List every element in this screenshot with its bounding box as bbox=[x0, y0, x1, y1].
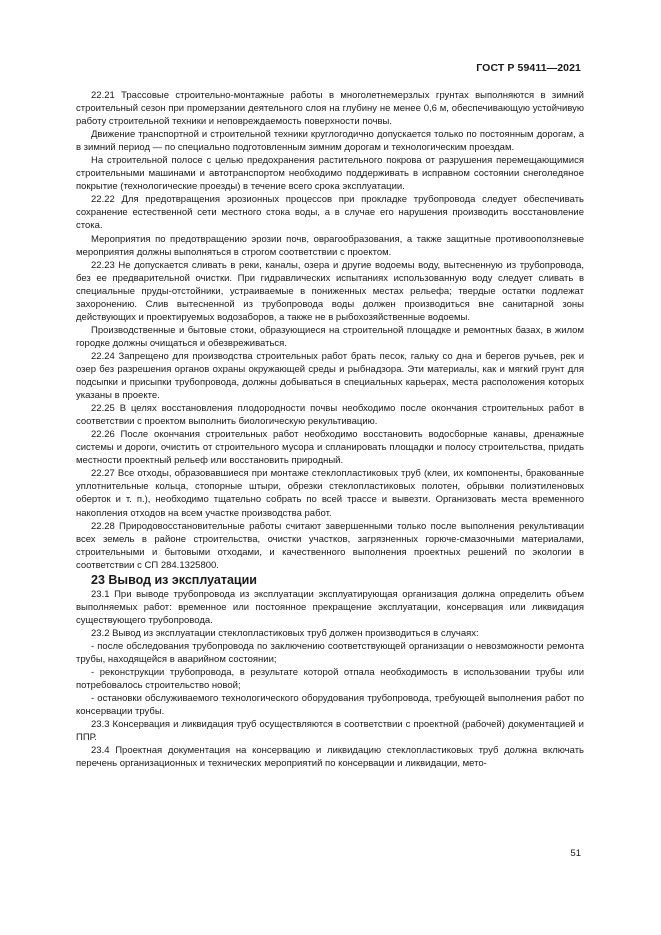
paragraph-23-1: 23.1 При выводе трубопровода из эксплуатации эксплуатирующая организация должна определить объем выполняемых работ: временное или постоянное прекращение эксплуатации, консервация или ликвидация существующего трубопровода. bbox=[76, 588, 584, 626]
paragraph-22-28: 22.28 Природовосстановительные работы считают завершенными только после выполнения рекультивации всех земель в районе строительства, очистки участков, загрязненных горюче-смазочными материалами, строительными и бытовыми отходами, и качественного выполнения проектных решений по экологии в соответствии с СП 284.1325800. bbox=[76, 520, 584, 571]
paragraph-23-4: 23.4 Проектная документация на консервацию и ликвидацию стеклопластиковых труб должна включать перечень организационных и технических мероприятий по консервации и ликвидации, мето- bbox=[76, 745, 584, 770]
document-code-header: ГОСТ Р 59411—2021 bbox=[476, 62, 581, 74]
paragraph-22-22: 22.22 Для предотвращения эрозионных процессов при прокладке трубопровода следует обеспечивать сохранение естественной сети местного стока воды, а в случае его нарушения производить восстановление стока. bbox=[76, 194, 584, 232]
section-23-heading: 23 Вывод из эксплуатации bbox=[91, 572, 257, 587]
paragraph-22-21: 22.21 Трассовые строительно-монтажные работы в многолетнемерзлых грунтах выполняются в зимний строительный сезон при промерзании деятельного слоя на глубину не менее 0,6 м, обеспечивающую устойчивую работу строительной техники и неповреждаемость поверхности почвы. bbox=[76, 90, 584, 128]
paragraph-23-2: 23.2 Вывод из эксплуатации стеклопластиковых труб должен производиться в случаях: bbox=[91, 627, 479, 639]
list-item-shutdown: - остановки обслуживаемого технологического оборудования трубопровода, требующей выполнения работ по консервации трубы. bbox=[76, 693, 584, 718]
paragraph-22-26: 22.26 После окончания строительных работ необходимо восстановить водосборные канавы, дренажные системы и дороги, очистить от строительного мусора и спланировать площадки и полосу строительства, придать местности проектный рельеф или восстановить природный. bbox=[76, 429, 584, 467]
paragraph-22-21-snow-cover: На строительной полосе с целью предохранения растительного покрова от разрушения перемещающимися строительными машинами и автотранспортом необходимо поддерживать в исправном состоянии снеголедяное покрытие (технологические проезды) в течение всего срока эксплуатации. bbox=[76, 155, 584, 193]
paragraph-22-22-erosion: Мероприятия по предотвращению эрозии почв, оврагообразования, а также защитные противооползневые мероприятия должны выполняться в строгом соответствии с проектом. bbox=[76, 233, 584, 258]
paragraph-22-21-traffic: Движение транспортной и строительной техники круглогодично допускается только по постоянным дорогам, а в зимний период — по специально подготовленным зимним дорогам и технологическим проездам. bbox=[76, 129, 584, 154]
paragraph-22-24: 22.24 Запрещено для производства строительных работ брать песок, гальку со дна и берегов ручьев, рек и озер без разрешения органов охраны окружающей среды и рыбнадзора. Эти материалы, как и мягкий грунт для подсыпки и присыпки трубопровода, должны добываться в специальных карьерах, места расположения которых указаны в проекте. bbox=[76, 350, 584, 402]
page-number: 51 bbox=[570, 848, 581, 859]
paragraph-22-25: 22.25 В целях восстановления плодородности почвы необходимо после окончания строительных работ в соответствии с проектом выполнить биологическую рекультивацию. bbox=[76, 403, 584, 428]
list-item-inspection: - после обследования трубопровода по заключению соответствующей организации о невозможности ремонта трубы, находящейся в аварийном состоянии; bbox=[76, 640, 584, 665]
paragraph-22-23: 22.23 Не допускается сливать в реки, каналы, озера и другие водоемы воду, вытесненную из трубопровода, без ее предварительной очистки. При гидравлических испытаниях использованную воду следует сливать в специальные пруды-отстойники, устраиваемые в пониженных местах рельефа; твердые остатки подлежат захоронению. Слив вытесненной из трубопровода воды должен производиться вне санитарной зоны действующих и проектируемых водозаборов, а также не в рыбохозяйственные водоемы. bbox=[76, 259, 584, 323]
list-item-reconstruction: - реконструкции трубопровода, в результате которой отпала необходимость в использовании трубы или потребовалось строительство новой; bbox=[76, 667, 584, 692]
paragraph-22-27: 22.27 Все отходы, образовавшиеся при монтаже стеклопластиковых труб (клеи, их компоненты, бракованные уплотнительные кольца, стопорные штыри, обрезки стеклопластиковых полотен, обрывки полиэтиленовых оберток и т. п.), необходимо тщательно собрать по всей трассе и вывезти. Организовать места временного накопления отходов на всем участке производства работ. bbox=[76, 468, 584, 519]
paragraph-22-23-wastewater: Производственные и бытовые стоки, образующиеся на строительной площадке и ремонтных базах, в жилом городке должны очищаться и обезвреживаться. bbox=[76, 324, 584, 349]
document-body bbox=[76, 89, 584, 770]
paragraph-23-3: 23.3 Консервация и ликвидация труб осуществляются в соответствии с проектной (рабочей) документацией и ППР. bbox=[76, 719, 584, 744]
